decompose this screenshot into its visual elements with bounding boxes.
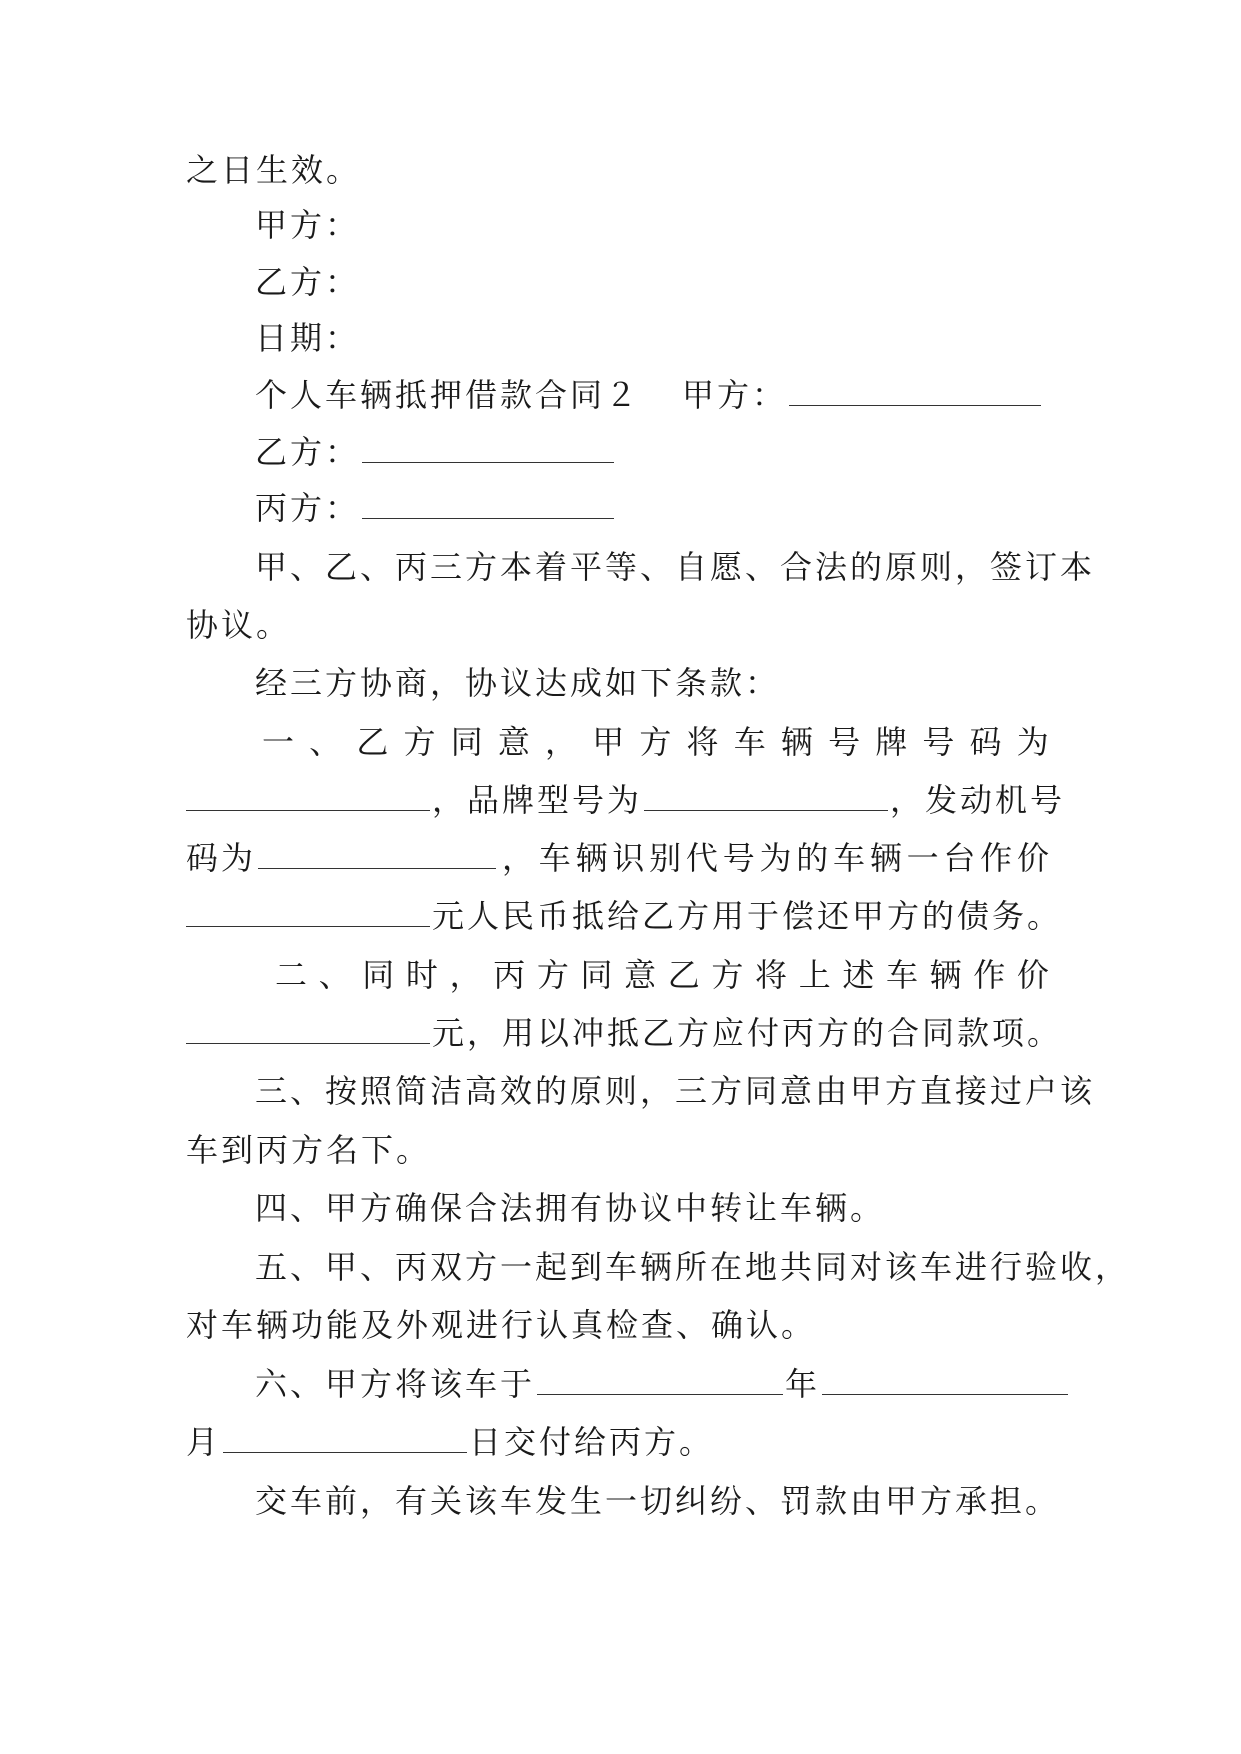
justified-char: 作 [980,839,1016,877]
justified-char: 、 [309,723,345,761]
justified-char: 、 [318,956,354,994]
engine-number-blank [258,838,496,869]
paragraph-line: 之日生效。 [186,151,362,189]
justified-char: 车 [833,839,869,877]
brand-model-blank [644,780,888,811]
justified-char: 车 [733,723,769,761]
justified-char: 意 [497,723,533,761]
justified-char: 车 [538,839,574,877]
paragraph-line: 交车前，有关该车发生一切纠纷、罚款由甲方承担。 [255,1482,1061,1520]
month-label: 月 [186,1423,222,1461]
party-b-blank [362,432,614,463]
justified-char: 同 [362,956,398,994]
justified-char: 将 [686,723,722,761]
party-b-field [255,432,616,472]
party-a-label: 甲方： [682,376,788,414]
justified-char: ， [502,839,538,877]
engine-number-label: ，发动机号 [890,781,1066,819]
vin-label [502,838,1052,878]
justified-char: 二 [275,956,311,994]
justified-char: 码 [969,723,1005,761]
offset-price-blank [186,1013,430,1044]
justified-char: 识 [612,839,648,877]
justified-char: 同 [450,723,486,761]
delivery-text: 日交付给丙方。 [469,1423,715,1461]
party-b-label: 乙方： [255,263,361,301]
justified-char: 一 [262,723,298,761]
clause-two-line [186,1013,1062,1053]
party-c-blank [362,488,614,519]
year-label: 年 [785,1365,821,1403]
party-c-field [255,488,616,528]
justified-char: 号 [828,723,864,761]
day-blank [223,1422,467,1453]
justified-char: 意 [624,956,660,994]
justified-char: 同 [580,956,616,994]
party-c-label: 丙方： [255,489,361,527]
clause-one-line [186,838,1052,878]
justified-char: 甲 [592,723,628,761]
justified-char: 述 [842,956,878,994]
offset-text: 元，用以冲抵乙方应付丙方的合同款项。 [432,1014,1063,1052]
justified-char: 丙 [493,956,529,994]
party-b-label: 乙方： [255,433,361,471]
justified-char: 台 [943,839,979,877]
delivery-label: 六、甲方将该车于 [255,1365,536,1403]
clause-five-line: 五、甲、丙双方一起到车辆所在地共同对该车进行验收， [255,1248,1131,1286]
justified-char: 代 [685,839,721,877]
clause-four-line: 四、甲方确保合法拥有协议中转让车辆。 [255,1189,886,1227]
year-blank [537,1364,783,1395]
month-blank [822,1364,1068,1395]
justified-char: 方 [639,723,675,761]
justified-char: ， [545,723,581,761]
justified-char: 方 [403,723,439,761]
paragraph-line: 经三方协商，协议达成如下条款： [255,664,781,702]
justified-char: 辆 [575,839,611,877]
justified-char: 辆 [929,956,965,994]
price-blank [186,896,430,927]
justified-char: 号 [722,839,758,877]
justified-char: 辆 [869,839,905,877]
paragraph-line: 甲、乙、丙三方本着平等、自愿、合法的原则，签订本 [255,548,1096,586]
price-text: 元人民币抵给乙方用于偿还甲方的债务。 [432,897,1063,935]
justified-char: 牌 [875,723,911,761]
clause-one-line [262,722,1052,762]
justified-char: 方 [711,956,747,994]
justified-char: 时 [405,956,441,994]
justified-char: 乙 [667,956,703,994]
justified-char: 上 [798,956,834,994]
plate-number-blank [186,780,430,811]
paragraph-line: 协议。 [186,606,292,644]
brand-model-label: ，品牌型号为 [432,781,643,819]
justified-char: 别 [649,839,685,877]
justified-char: 为 [1016,723,1052,761]
party-a-blank [789,375,1041,406]
code-label: 码为 [186,839,257,877]
date-label: 日期： [255,319,361,357]
justified-char: 作 [973,956,1009,994]
clause-three-line: 车到丙方名下。 [186,1131,432,1169]
clause-one-line [186,896,1062,936]
clause-five-line: 对车辆功能及外观进行认真检查、确认。 [186,1306,817,1344]
clause-one-line [186,780,1066,820]
justified-char: ， [449,956,485,994]
justified-char: 方 [536,956,572,994]
justified-char: 乙 [356,723,392,761]
clause-three-line: 三、按照简洁高效的原则，三方同意由甲方直接过户该 [255,1072,1096,1110]
justified-char: 辆 [780,723,816,761]
clause-six-line [255,1364,1052,1404]
justified-char: 价 [1016,956,1052,994]
justified-char: 为 [759,839,795,877]
justified-char: 价 [1016,839,1052,877]
clause-six-line [186,1422,714,1462]
justified-char: 一 [906,839,942,877]
justified-char: 将 [755,956,791,994]
party-a-label: 甲方： [255,206,361,244]
party-a-field [682,375,1043,415]
justified-char: 的 [796,839,832,877]
justified-char: 号 [922,723,958,761]
clause-two-line [275,955,1052,995]
justified-char: 车 [885,956,921,994]
contract-title: 个人车辆抵押借款合同２ [255,376,641,414]
